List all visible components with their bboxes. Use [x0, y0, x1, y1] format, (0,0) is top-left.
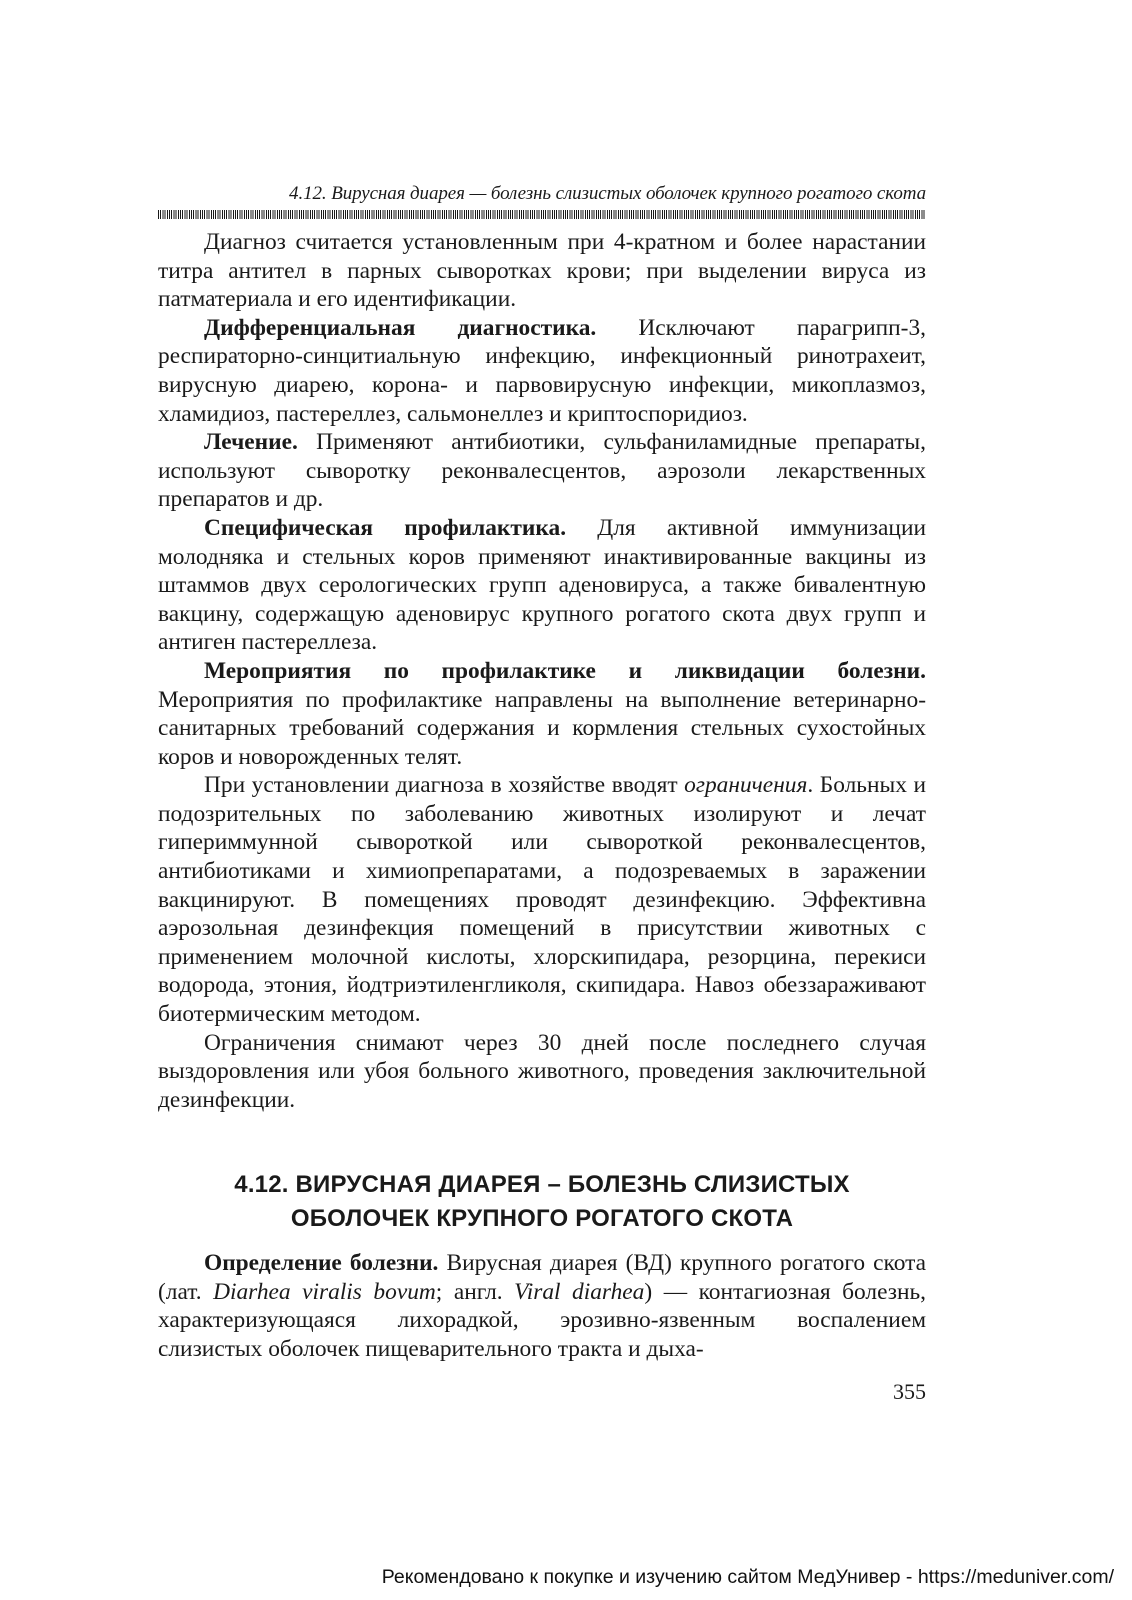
paragraph — [158, 428, 926, 514]
paragraph-text: Вирусная диарея (ВД) крупного рогатого скота (лат. — [158, 1250, 926, 1305]
paragraph-italic: Diarhea viralis bovum — [213, 1278, 436, 1305]
section-heading-line: ОБОЛОЧЕК КРУПНОГО РОГАТОГО СКОТА — [290, 1205, 794, 1232]
paragraph-italic: Viral diarhea — [514, 1278, 645, 1305]
paragraph-text: ) — контагиозная болезнь, характеризующаяся лихорадкой, эрозивно-язвенным воспалением слизистых оболочек пищеварительного тракта и дыха- — [158, 1278, 927, 1362]
paragraph-lead: Определение болезни. — [204, 1250, 439, 1276]
paragraph — [158, 771, 926, 1028]
paragraph-lead: Лечение. — [204, 429, 298, 456]
paragraph-text: При установлении диагноза в хозяйстве вводят — [204, 772, 685, 799]
paragraph — [158, 228, 926, 314]
section-heading-line: 4.12. ВИРУСНАЯ ДИАРЕЯ – БОЛЕЗНЬ СЛИЗИСТЫХ — [234, 1171, 850, 1198]
paragraph — [158, 1249, 926, 1363]
body-text — [158, 228, 926, 1114]
section-body — [158, 1249, 926, 1363]
paragraph-text: Исключают парагрипп-3, респираторно-синцитиальную инфекцию, инфекционный ринотрахеит, вирусную диарею, корона- и парвовирусную инфекции, микоплазмоз, хламидиоз, пастереллез, сальмонеллез и криптоспоридиоз. — [158, 314, 926, 427]
paragraph-lead: Специфическая профилактика. — [204, 514, 567, 541]
paragraph-lead: Мероприятия по профилактике и ликвидации болезни. — [204, 657, 926, 684]
paragraph-text: Ограничения снимают через 30 дней после последнего случая выздоровления или убоя больного животного, проведения заключительной дезинфекции. — [158, 1029, 926, 1113]
paragraph-text: Мероприятия по профилактике направлены на выполнение ветеринарно-санитарных требований содержания и кормления стельных сухостойных коров и новорожденных телят. — [158, 686, 926, 770]
section-heading — [158, 1168, 926, 1236]
paragraph-text: Диагноз считается установленным при 4-кратном и более нарастании титра антител в парных сыворотках крови; при выделении вируса из патматериала и его идентификации. — [158, 229, 926, 313]
page-number: 355 — [893, 1379, 926, 1404]
paragraph-text: Для активной иммунизации молодняка и стельных коров применяют инактивированные вакцины из штаммов двух серологических групп аденовируса, а также бивалентную вакцину, содержащую аденовирус крупного рогатого скота двух групп и антиген пастереллеза. — [158, 514, 926, 656]
paragraph-text: ; англ. — [435, 1278, 515, 1305]
header-rule — [158, 210, 926, 219]
paragraph — [158, 1029, 926, 1115]
paragraph-italic: ограничения — [684, 772, 808, 799]
paragraph-text: Применяют антибиотики, сульфаниламидные препараты, используют сыворотку реконвалесцентов, аэрозоли лекарственных препаратов и др. — [158, 429, 926, 513]
paragraph-text: . Больных и подозрительных по заболеванию животных изолируют и лечат гипериммунной сывороткой или сывороткой реконвалесцентов, антибиотиками и химиопрепаратами, а подозреваемых в заражении вакцинируют. В помещениях проводят дезинфекцию. Эффективна аэрозольная дезинфекция помещений в присутствии животных с применением молочной кислоты, хлорскипидара, резорцина, перекиси водорода, этония, йодтриэтиленгликоля, скипидара. Навоз обеззараживают биотермическим методом. — [158, 772, 926, 1028]
watermark-text: Рекомендовано к покупке и изучению сайтом МедУнивер - https://meduniver.com/ — [381, 1566, 1114, 1588]
paragraph-lead: Дифференциальная диагностика. — [204, 314, 597, 341]
paragraph — [158, 657, 926, 771]
paragraph — [158, 514, 926, 657]
running-header: 4.12. Вирусная диарея — болезнь слизистых оболочек крупного рогатого скота — [289, 183, 926, 204]
paragraph — [158, 314, 926, 428]
